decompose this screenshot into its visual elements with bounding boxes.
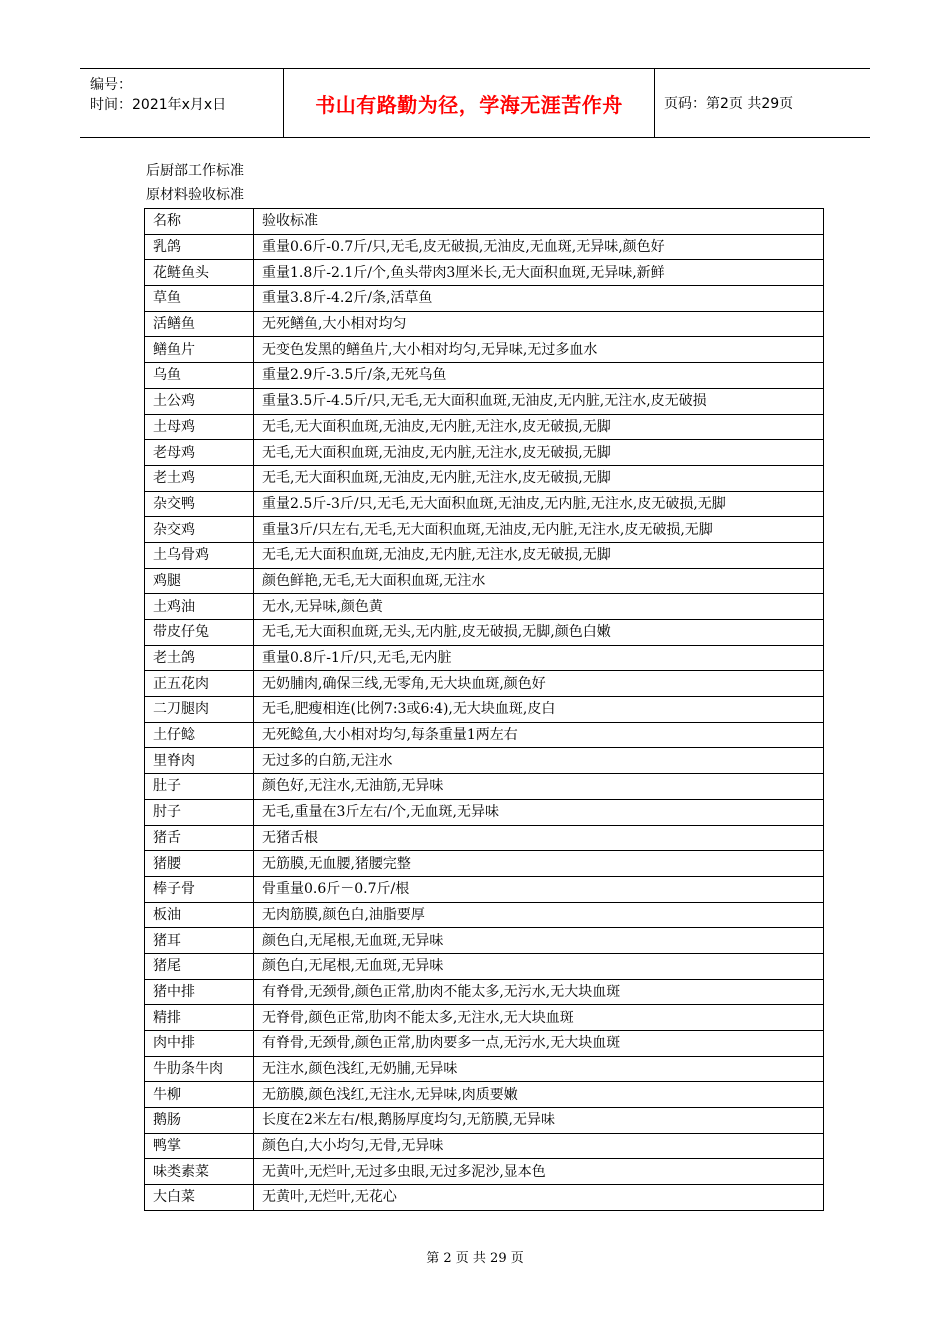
table-row <box>145 1031 824 1057</box>
header-divider <box>654 69 655 137</box>
page-footer: 第 2 页 共 29 页 <box>426 1251 524 1266</box>
standard-cell: 无脊骨,颜色正常,肋肉不能太多,无注水,无大块血斑 <box>254 1005 824 1031</box>
material-name-cell: 肉中排 <box>145 1031 254 1057</box>
material-name-cell: 猪腰 <box>145 851 254 877</box>
table-row <box>145 363 824 389</box>
number-label: 编号： <box>90 77 132 93</box>
material-name-cell: 土公鸡 <box>145 388 254 414</box>
table-row <box>145 260 824 286</box>
standard-cell: 无变色发黑的鳝鱼片,大小相对均匀,无异味,无过多血水 <box>254 337 824 363</box>
material-name-cell: 精排 <box>145 1005 254 1031</box>
standard-cell: 重量3.5斤-4.5斤/只,无毛,无大面积血斑,无油皮,无内脏,无注水,皮无破损 <box>254 388 824 414</box>
standard-cell: 重量0.6斤-0.7斤/只,无毛,皮无破损,无油皮,无血斑,无异味,颜色好 <box>254 234 824 260</box>
table-row <box>145 953 824 979</box>
material-name-cell: 土母鸡 <box>145 414 254 440</box>
table-row <box>145 1108 824 1134</box>
table-row <box>145 542 824 568</box>
material-name-cell: 正五花肉 <box>145 671 254 697</box>
table-row <box>145 286 824 312</box>
standard-cell: 颜色鲜艳,无毛,无大面积血斑,无注水 <box>254 568 824 594</box>
standard-cell: 无毛,无大面积血斑,无油皮,无内脏,无注水,皮无破损,无脚 <box>254 414 824 440</box>
material-name-cell: 棒子骨 <box>145 876 254 902</box>
table-row <box>145 388 824 414</box>
material-name-cell: 土仔鲶 <box>145 722 254 748</box>
table-row <box>145 645 824 671</box>
standard-cell: 无肉筋膜,颜色白,油脂要厚 <box>254 902 824 928</box>
table-row <box>145 1133 824 1159</box>
material-name-cell: 老土鸡 <box>145 465 254 491</box>
material-name-cell: 牛柳 <box>145 1082 254 1108</box>
material-name-cell: 带皮仔兔 <box>145 620 254 646</box>
table-row <box>145 414 824 440</box>
material-name-cell: 肚子 <box>145 774 254 800</box>
standard-cell: 重量2.9斤-3.5斤/条,无死乌鱼 <box>254 363 824 389</box>
material-name-cell: 鸡腿 <box>145 568 254 594</box>
material-name-cell: 乳鸽 <box>145 234 254 260</box>
table-row <box>145 1185 824 1211</box>
table-row <box>145 517 824 543</box>
standard-cell: 无过多的白筋,无注水 <box>254 748 824 774</box>
header-meta <box>90 75 285 115</box>
table-row <box>145 799 824 825</box>
standard-cell: 无筋膜,无血腰,猪腰完整 <box>254 851 824 877</box>
table-row <box>145 568 824 594</box>
table-row <box>145 440 824 466</box>
material-name-cell: 鸭掌 <box>145 1133 254 1159</box>
table-row <box>145 337 824 363</box>
standard-cell: 重量1.8斤-2.1斤/个,鱼头带肉3厘米长,无大面积血斑,无异味,新鲜 <box>254 260 824 286</box>
table-header-row <box>145 209 824 235</box>
standard-cell: 无毛,无大面积血斑,无油皮,无内脏,无注水,皮无破损,无脚 <box>254 542 824 568</box>
standard-cell: 骨重量0.6斤－0.7斤/根 <box>254 876 824 902</box>
table-row <box>145 876 824 902</box>
page-header <box>80 68 870 138</box>
standard-cell: 有脊骨,无颈骨,颜色正常,肋肉不能太多,无污水,无大块血斑 <box>254 979 824 1005</box>
material-name-cell: 老土鸽 <box>145 645 254 671</box>
table-row <box>145 928 824 954</box>
standard-cell: 重量3斤/只左右,无毛,无大面积血斑,无油皮,无内脏,无注水,皮无破损,无脚 <box>254 517 824 543</box>
standard-cell: 颜色白,无尾根,无血斑,无异味 <box>254 953 824 979</box>
table-row <box>145 851 824 877</box>
material-name-cell: 草鱼 <box>145 286 254 312</box>
standard-cell: 无奶脯肉,确保三线,无零角,无大块血斑,颜色好 <box>254 671 824 697</box>
table-row <box>145 1005 824 1031</box>
table-row <box>145 491 824 517</box>
material-name-cell: 老母鸡 <box>145 440 254 466</box>
table-row <box>145 1056 824 1082</box>
material-name-cell: 花鲢鱼头 <box>145 260 254 286</box>
standard-cell: 无猪舌根 <box>254 825 824 851</box>
header-motto: 书山有路勤为径，学海无涯苦作舟 <box>315 92 623 117</box>
standard-cell: 无黄叶,无烂叶,无花心 <box>254 1185 824 1211</box>
material-name-cell: 活鳝鱼 <box>145 311 254 337</box>
material-name-cell: 鹅肠 <box>145 1108 254 1134</box>
table-row <box>145 311 824 337</box>
standard-cell: 无注水,颜色浅红,无奶脯,无异味 <box>254 1056 824 1082</box>
standard-cell: 无黄叶,无烂叶,无过多虫眼,无过多泥沙,显本色 <box>254 1159 824 1185</box>
material-name-cell: 土乌骨鸡 <box>145 542 254 568</box>
material-name-cell: 猪耳 <box>145 928 254 954</box>
standard-cell: 颜色白,大小均匀,无骨,无异味 <box>254 1133 824 1159</box>
standard-cell: 无水,无异味,颜色黄 <box>254 594 824 620</box>
standard-cell: 无毛,肥瘦相连(比例7:3或6:4),无大块血斑,皮白 <box>254 697 824 723</box>
table-row <box>145 1082 824 1108</box>
table-row <box>145 722 824 748</box>
material-name-cell: 二刀腿肉 <box>145 697 254 723</box>
standard-cell: 无死鳝鱼,大小相对均匀 <box>254 311 824 337</box>
standard-cell: 重量3.8斤-4.2斤/条,活草鱼 <box>254 286 824 312</box>
standard-cell: 重量2.5斤-3斤/只,无毛,无大面积血斑,无油皮,无内脏,无注水,皮无破损,无脚 <box>254 491 824 517</box>
standard-cell: 重量0.8斤-1斤/只,无毛,无内脏 <box>254 645 824 671</box>
table-row <box>145 774 824 800</box>
table-row <box>145 620 824 646</box>
material-name-cell: 鳝鱼片 <box>145 337 254 363</box>
standard-cell: 无死鲶鱼,大小相对均匀,每条重量1两左右 <box>254 722 824 748</box>
material-name-cell: 杂交鸡 <box>145 517 254 543</box>
table-row <box>145 979 824 1005</box>
material-name-cell: 味类素菜 <box>145 1159 254 1185</box>
material-name-cell: 肘子 <box>145 799 254 825</box>
table-row <box>145 902 824 928</box>
material-name-cell: 板油 <box>145 902 254 928</box>
document-title: 后厨部工作标准 <box>146 163 244 179</box>
standard-cell: 无毛,重量在3斤左右/个,无血斑,无异味 <box>254 799 824 825</box>
table-row <box>145 594 824 620</box>
material-name-cell: 里脊肉 <box>145 748 254 774</box>
standard-cell: 颜色好,无注水,无油筋,无异味 <box>254 774 824 800</box>
standard-cell: 无筋膜,颜色浅红,无注水,无异味,肉质要嫩 <box>254 1082 824 1108</box>
standard-cell: 无毛,无大面积血斑,无油皮,无内脏,无注水,皮无破损,无脚 <box>254 465 824 491</box>
standard-cell: 颜色白,无尾根,无血斑,无异味 <box>254 928 824 954</box>
table-row <box>145 825 824 851</box>
material-name-cell: 猪舌 <box>145 825 254 851</box>
standard-cell: 长度在2米左右/根,鹅肠厚度均匀,无筋膜,无异味 <box>254 1108 824 1134</box>
header-page-info: 页码：第2页 共29页 <box>664 96 794 112</box>
time-label: 时间：2021年x月x日 <box>90 97 227 113</box>
table-row <box>145 748 824 774</box>
standard-cell: 无毛,无大面积血斑,无油皮,无内脏,无注水,皮无破损,无脚 <box>254 440 824 466</box>
material-name-cell: 猪尾 <box>145 953 254 979</box>
table-row <box>145 1159 824 1185</box>
material-name-cell: 大白菜 <box>145 1185 254 1211</box>
acceptance-standards-table <box>144 208 824 1211</box>
section-title: 原材料验收标准 <box>146 187 244 203</box>
material-name-cell: 杂交鸭 <box>145 491 254 517</box>
material-name-cell: 乌鱼 <box>145 363 254 389</box>
standard-cell: 无毛,无大面积血斑,无头,无内脏,皮无破损,无脚,颜色白嫩 <box>254 620 824 646</box>
standard-cell: 有脊骨,无颈骨,颜色正常,肋肉要多一点,无污水,无大块血斑 <box>254 1031 824 1057</box>
table-row <box>145 234 824 260</box>
material-name-cell: 土鸡油 <box>145 594 254 620</box>
material-name-cell: 猪中排 <box>145 979 254 1005</box>
material-name-cell: 牛肋条牛肉 <box>145 1056 254 1082</box>
table-row <box>145 671 824 697</box>
table-row <box>145 465 824 491</box>
column-header-standard: 验收标准 <box>254 209 824 235</box>
column-header-name: 名称 <box>145 209 254 235</box>
table-row <box>145 697 824 723</box>
